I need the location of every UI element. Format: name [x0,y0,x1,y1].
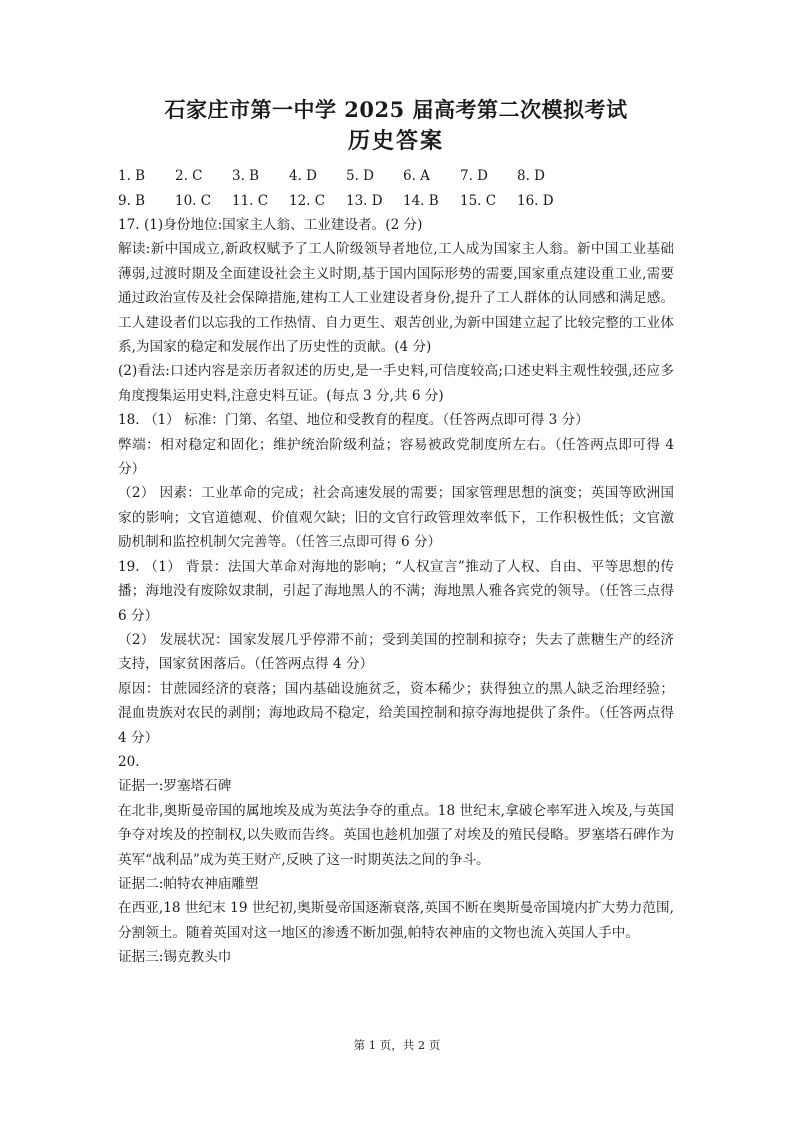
mc-answer: 16. D [517,192,554,209]
mc-answer: 15. C [460,192,497,209]
mc-answer: 5. D [346,168,374,184]
evidence-1-text: 在北非,奥斯曼帝国的属地埃及成为英法争夺的重点。18 世纪末,拿破仑率军进入埃及,与英国争夺对埃及的控制权,以失败而告终。英国也趁机加强了对埃及的殖民侵略。罗塞塔石碑作为英军“战利品”成为英王财产,反映了这一时期英法之间的争斗。 [118,802,674,868]
q17-interpretation: 解读:新中国成立,新政权赋予了工人阶级领导者地位,工人成为国家主人翁。新中国工业基础薄弱,过渡时期及全面建设社会主义时期,基于国内国际形势的需要,国家重点建设重工业,需要通过政治宣传及社会保障措施,建构工人工业建设者身份,提升了工人群体的认同感和满足感。工人建设者们以忘我的工作热情、自力更生、艰苦创业,为新中国建立起了比较完整的工业体系,为国家的稳定和发展作出了历史性的贡献。(4 分) [118,241,674,356]
mc-answer: 12. C [289,192,326,209]
mc-answer: 4. D [289,168,317,184]
q17-part2: (2)看法:口述内容是亲历者叙述的历史,是一手史料,可信度较高;口述史料主观性较强,还应多角度搜集运用史料,注意史料互证。(每点 3 分,共 6 分) [118,363,674,404]
mc-answer: 11. C [232,192,269,209]
mc-answer: 14. B [403,192,439,209]
answer-sheet [118,96,674,970]
mc-answer: 13. D [346,192,383,209]
page-footer: 第 1 页，共 2 页 [353,1038,441,1052]
mc-answer: 3. B [232,168,260,184]
q18-part1: 18. （1） 标准：门第、名望、地位和受教育的程度。（任答两点即可得 3 分） [118,412,589,429]
evidence-3-title: 证据三:锡克教头巾 [118,949,232,966]
q18-part2: （2） 因素：工业革命的完成；社会高速发展的需要；国家管理思想的演变；英国等欧洲国家的影响；文官道德观、价值观欠缺；旧的文官行政管理效率低下，工作积极性低；文官激励机制和监控机制欠完善等。（任答三点即可得 6 分） [118,485,674,551]
mc-answer: 7. D [460,168,488,184]
evidence-2-text: 在西亚,18 世纪末 19 世纪初,奥斯曼帝国逐渐衰落,英国不断在奥斯曼帝国境内扩大势力范围,分割领土。随着英国对这一地区的渗透不断加强,帕特农神庙的文物也流入英国人手中。 [118,900,674,941]
q19-part2: （2） 发展状况：国家发展几乎停滞不前；受到美国的控制和掠夺；失去了蔗糖生产的经济支持，国家贫困落后。（任答两点得 4 分） [118,631,674,673]
mc-answer: 10. C [175,192,212,209]
mc-answer: 6. A [403,168,430,184]
evidence-2-title: 证据二:帕特农神庙雕塑 [118,875,259,892]
exam-title: 石家庄市第一中学 2025 届高考第二次模拟考试 [164,97,628,122]
q19-part1: 19. （1） 背景：法国大革命对海地的影响；“人权宣言”推动了人权、自由、平等思想的传播；海地没有废除奴隶制，引起了海地黑人的不满；海地黑人雅各宾党的领导。（任答三点得 6 分） [118,558,674,624]
q18-drawbacks: 弊端：相对稳定和固化；维护统治阶级利益；容易被政党制度所左右。（任答两点即可得 4 分） [118,436,674,478]
q19-reasons: 原因：甘蔗园经济的衰落；国内基础设施贫乏，资本稀少；获得独立的黑人缺乏治理经验；混血贵族对农民的剥削；海地政局不稳定，给美国控制和掠夺海地提供了条件。（任答两点得 4 分） [118,680,674,746]
exam-subtitle: 历史答案 [347,128,444,154]
mc-answer: 1. B [118,168,146,184]
evidence-1-title: 证据一:罗塞塔石碑 [118,778,232,795]
q20-heading: 20. [118,753,140,770]
mc-answer: 8. D [517,168,545,184]
mc-answer: 2. C [175,168,203,184]
mc-answer: 9. B [118,192,146,209]
q17-part1: 17. (1)身份地位:国家主人翁、工业建设者。(2 分) [118,217,423,233]
multiple-choice-row-1 [118,164,674,189]
multiple-choice-row-2 [118,189,674,214]
